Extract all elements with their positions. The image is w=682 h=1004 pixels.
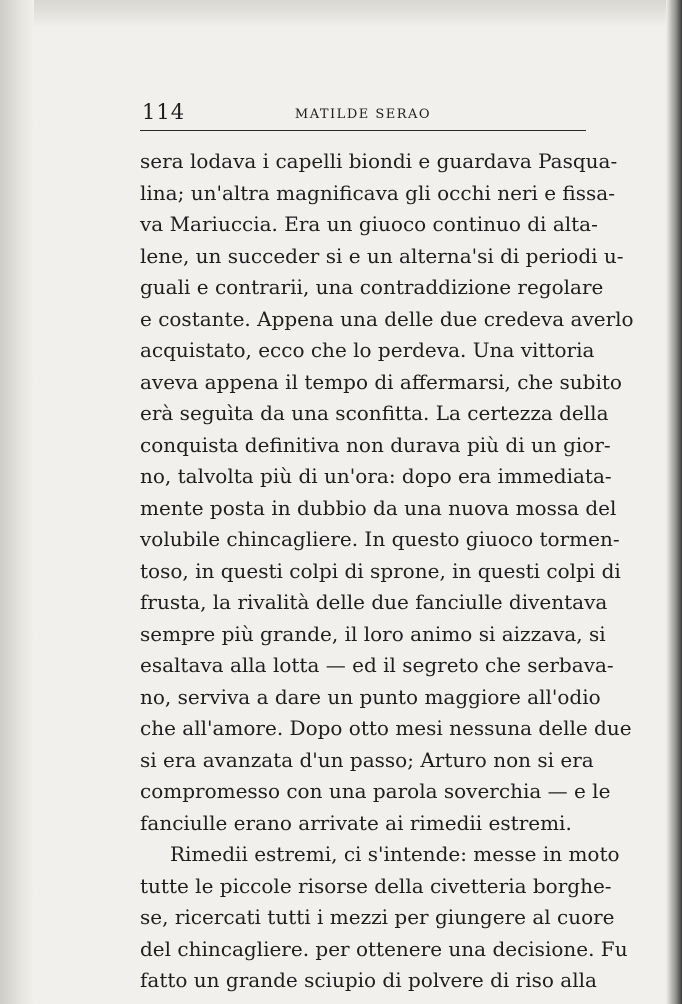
text-line: volubile chincagliere. In questo giuoco tormen- (140, 527, 620, 551)
text-line: no, talvolta più di un'ora: dopo era immediata- (140, 464, 612, 488)
text-line: compromesso con una parola soverchia — e le (140, 779, 611, 803)
text-line: frusta, la rivalità delle due fanciulle diventava (140, 590, 608, 614)
text-line: che all'amore. Dopo otto mesi nessuna delle due (140, 716, 632, 740)
body-text (140, 146, 634, 997)
text-line: lene, un succeder si e un alterna'si di periodi u- (140, 243, 624, 268)
text-line: mente posta in dubbio da una nuova mossa del (140, 495, 617, 520)
text-line: sempre più grande, il loro animo si aizzava, si (140, 621, 606, 646)
page-header (140, 100, 586, 131)
text-line: lina; un'altra magnificava gli occhi neri e fissa- (140, 180, 615, 205)
text-line: erà seguìta da una sconfitta. La certezza della (140, 401, 609, 425)
text-line: va Mariuccia. Era un giuoco continuo di alta- (140, 212, 598, 236)
text-line: toso, in questi colpi di sprone, in questi colpi di (140, 558, 621, 583)
page-binding-edge (666, 0, 682, 1004)
page-number: 114 (142, 100, 186, 124)
text-line: acquistato, ecco che lo perdeva. Una vittoria (140, 338, 595, 362)
text-line: tutte le piccole risorse della civetteria borghe- (140, 873, 612, 898)
paragraph-end-line: fanciulle erano arrivate ai rimedii estremi. (140, 810, 572, 835)
paragraph-first-line: Rimedii estremi, ci s'intende: messe in moto (170, 842, 620, 866)
text-line: guali e contrarii, una contraddizione regolare (140, 275, 604, 299)
page-shadow-left (0, 0, 34, 1004)
text-line: esaltava alla lotta — ed il segreto che serbava- (140, 653, 614, 677)
page-shadow-top (0, 0, 682, 28)
text-line: si era avanzata d'un passo; Arturo non si era (140, 747, 594, 772)
text-line: sera lodava i capelli biondi e guardava Pasqua- (140, 149, 618, 173)
text-line: conquista definitiva non durava più di un gior- (140, 432, 611, 457)
text-line: del chincagliere. per ottenere una decisione. Fu (140, 936, 628, 961)
running-title: MATILDE SERAO (294, 107, 432, 122)
text-line: e costante. Appena una delle due credeva averlo (140, 306, 634, 331)
text-line: no, serviva a dare un punto maggiore all'odio (140, 684, 601, 709)
text-line: aveva appena il tempo di affermarsi, che subito (140, 369, 622, 394)
text-line: fatto un grande sciupio di polvere di riso alla (140, 968, 597, 992)
text-line: se, ricercati tutti i mezzi per giungere al cuore (140, 905, 615, 929)
